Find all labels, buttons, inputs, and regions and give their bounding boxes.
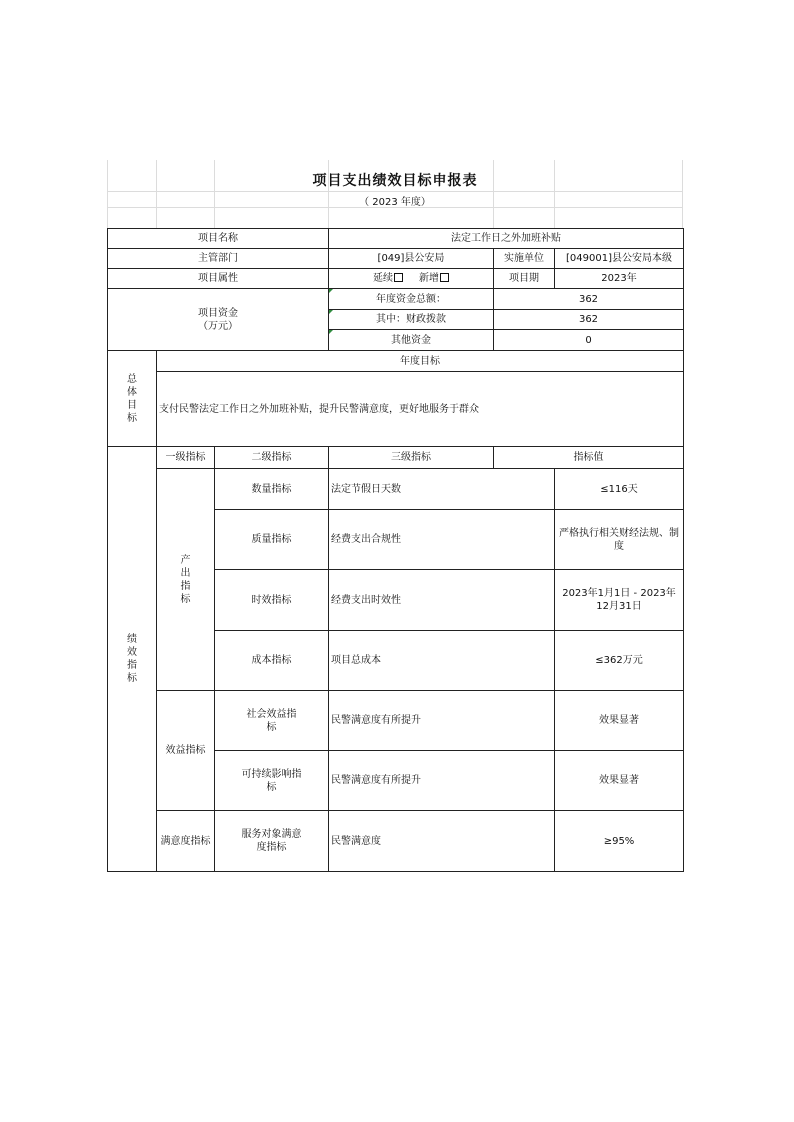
- funds-fiscal-value: 362: [494, 310, 684, 330]
- satisfaction-label-text: 满意度指标: [160, 835, 211, 847]
- page-title: 项目支出绩效目标申报表: [312, 173, 478, 189]
- table-row: [108, 372, 684, 447]
- header-level2: 二级指标: [215, 447, 329, 469]
- level2-text: 可持续影响指标: [241, 768, 302, 793]
- funds-other-label: 其他资金: [329, 330, 494, 351]
- checkbox-icon[interactable]: [394, 273, 403, 282]
- output-label-text: 产出指标: [180, 554, 191, 605]
- header-level1: 一级指标: [157, 447, 215, 469]
- header-value: 指标值: [494, 447, 684, 469]
- performance-table: [107, 228, 684, 872]
- level3-cell: 民警满意度有所提升: [329, 751, 555, 811]
- value-cell: 效果显著: [555, 751, 684, 811]
- value-cell: 严格执行相关财经法规、制度: [555, 510, 684, 570]
- level2-cell: 时效指标: [215, 570, 329, 631]
- satisfaction-label: [157, 811, 215, 872]
- dept-value: [049]县公安局: [329, 249, 494, 269]
- attr-new-label: 新增: [418, 273, 439, 284]
- project-name-label: 项目名称: [108, 229, 329, 249]
- level3-cell: 经费支出时效性: [329, 570, 555, 631]
- level2-cell: [215, 691, 329, 751]
- level2-cell: 数量指标: [215, 469, 329, 510]
- output-label: [157, 469, 215, 691]
- checkbox-icon[interactable]: [440, 273, 449, 282]
- year-line: （ 2023 年度）: [359, 197, 431, 208]
- table-row: [108, 447, 684, 469]
- dept-label: 主管部门: [108, 249, 329, 269]
- value-cell: 效果显著: [555, 691, 684, 751]
- attr-label: 项目属性: [108, 269, 329, 289]
- indicators-side-text: 绩效指标: [127, 634, 137, 684]
- value-cell: ≤116天: [555, 469, 684, 510]
- table-row: [108, 269, 684, 289]
- benefit-label: 效益指标: [157, 691, 215, 811]
- level3-cell: 民警满意度有所提升: [329, 691, 555, 751]
- funds-total-value: 362: [494, 289, 684, 310]
- level2-text: 服务对象满意度指标: [241, 829, 302, 853]
- funds-label-line1: 项目资金: [198, 307, 238, 319]
- level3-cell: 民警满意度: [329, 811, 555, 872]
- value-cell: ≤362万元: [555, 631, 684, 691]
- level2-text: 社会效益指标: [246, 708, 297, 733]
- table-row: [108, 249, 684, 269]
- level2-cell: [215, 751, 329, 811]
- attr-continue-label: 延续: [373, 273, 394, 284]
- funds-other-value: 0: [494, 330, 684, 351]
- funds-label-line2: （万元）: [198, 320, 238, 332]
- value-cell: ≥95%: [555, 811, 684, 872]
- table-row: [108, 811, 684, 872]
- goal-side-text: 总体目标: [127, 373, 137, 424]
- table-row: [108, 691, 684, 751]
- indicators-side-label: [108, 447, 157, 872]
- attr-options: [329, 269, 494, 289]
- funds-fiscal-label: 其中：财政拨款: [329, 310, 494, 330]
- level3-cell: 经费支出合规性: [329, 510, 555, 570]
- level2-cell: [215, 811, 329, 872]
- funds-total-label: 年度资金总额：: [329, 289, 494, 310]
- period-label: 项目期: [494, 269, 555, 289]
- level3-cell: 项目总成本: [329, 631, 555, 691]
- header-level3: 三级指标: [329, 447, 494, 469]
- level2-cell: 质量指标: [215, 510, 329, 570]
- impl-value: [049001]县公安局本级: [555, 249, 684, 269]
- impl-label: 实施单位: [494, 249, 555, 269]
- value-cell: 2023年1月1日 - 2023年12月31日: [555, 570, 684, 631]
- project-name-value: 法定工作日之外加班补贴: [329, 229, 684, 249]
- level2-cell: 成本指标: [215, 631, 329, 691]
- goal-side-label: [108, 351, 157, 447]
- level3-cell: 法定节假日天数: [329, 469, 555, 510]
- gridline: [107, 191, 683, 192]
- table-row: [108, 229, 684, 249]
- table-row: [108, 351, 684, 372]
- goal-text: 支付民警法定工作日之外加班补贴，提升民警满意度，更好地服务于群众: [157, 372, 684, 447]
- goal-header: 年度目标: [157, 351, 684, 372]
- table-row: [108, 289, 684, 310]
- table-row: [108, 469, 684, 510]
- funds-label: [108, 289, 329, 351]
- period-value: 2023年: [555, 269, 684, 289]
